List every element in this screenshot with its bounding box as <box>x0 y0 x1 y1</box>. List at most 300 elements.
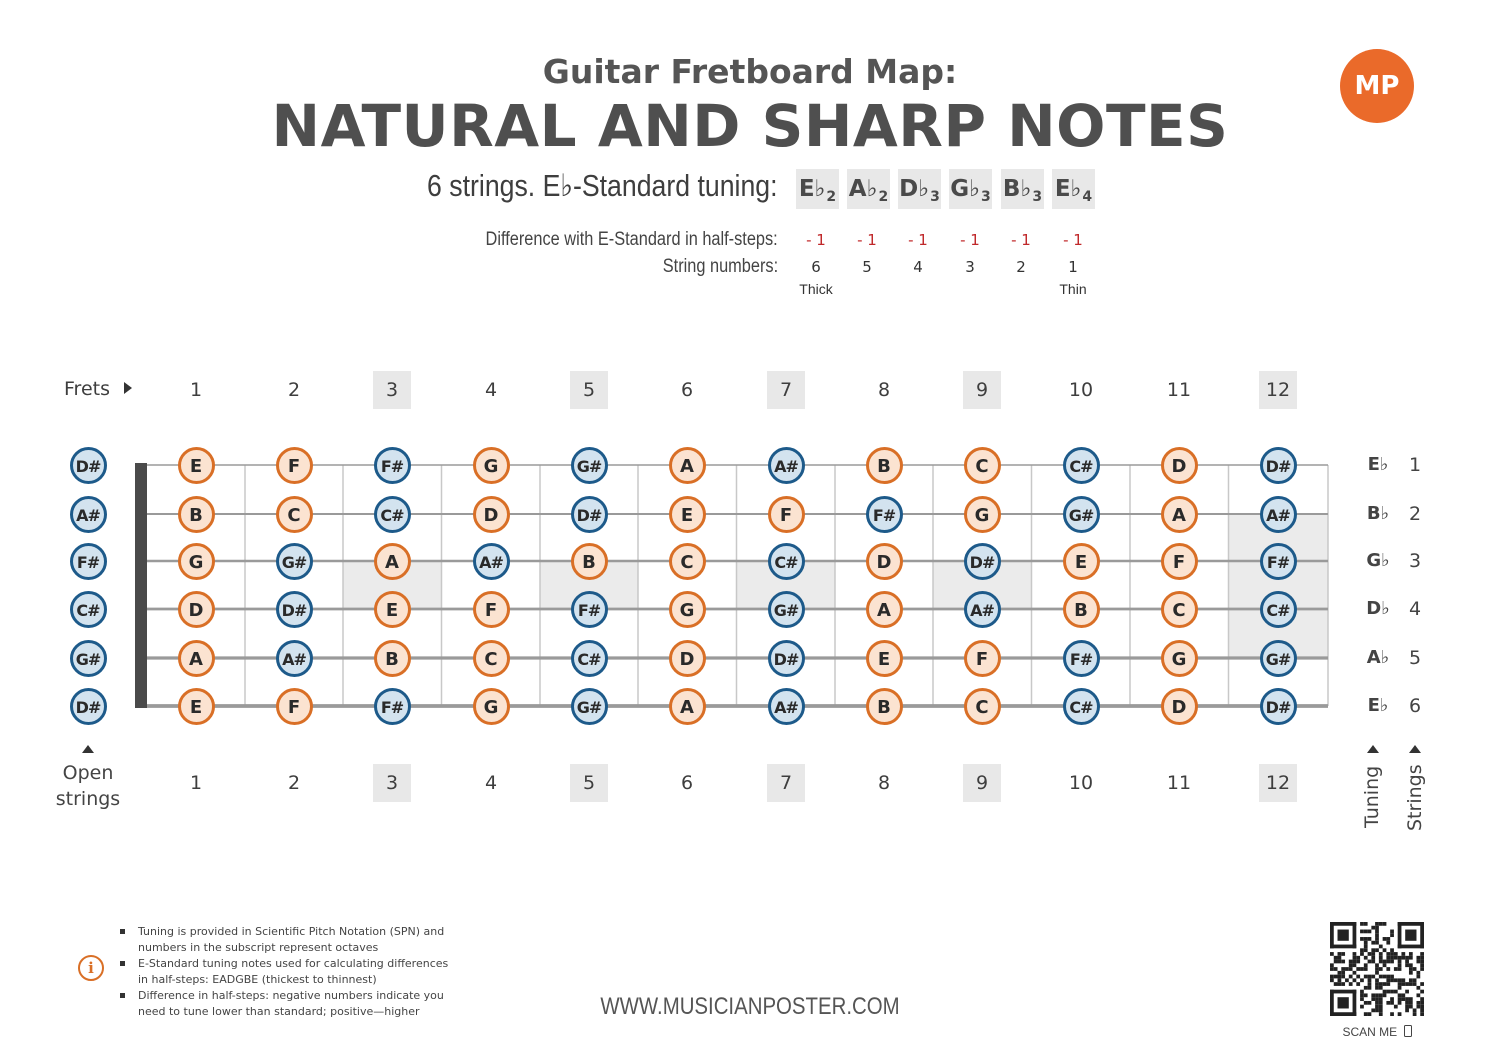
natural-note: F <box>964 640 1001 677</box>
qr-module <box>1383 948 1387 952</box>
fret-number: 12 <box>1259 764 1297 802</box>
qr-module <box>1360 978 1364 982</box>
string-tuning-label: G♭ <box>1366 550 1390 571</box>
sharp-note: C# <box>1260 591 1297 628</box>
string-number: 4 <box>913 258 923 276</box>
qr-module <box>1338 982 1342 986</box>
natural-note: G <box>1161 640 1198 677</box>
qr-module <box>1360 952 1364 956</box>
qr-module <box>1345 978 1349 982</box>
natural-note: A <box>866 591 903 628</box>
qr-module <box>1364 963 1368 967</box>
title-top: Guitar Fretboard Map: <box>542 52 958 91</box>
qr-module <box>1386 956 1390 960</box>
tuning-octave: 3 <box>930 189 940 205</box>
fret-number: 11 <box>1166 379 1192 401</box>
qr-module <box>1368 982 1372 986</box>
qr-module <box>1398 1001 1402 1005</box>
string-number: 1 <box>1068 258 1078 276</box>
qr-module <box>1375 986 1379 990</box>
tuning-label: 6 strings. E♭-Standard tuning: <box>427 168 778 203</box>
qr-module <box>1371 956 1375 960</box>
qr-module <box>1386 978 1390 982</box>
qr-module <box>1416 1005 1420 1009</box>
natural-note: F <box>276 688 313 725</box>
difference-value: - 1 <box>908 231 928 249</box>
qr-module <box>1338 971 1342 975</box>
qr-module <box>1334 967 1338 971</box>
fret-number: 5 <box>570 764 608 802</box>
qr-module <box>1349 967 1353 971</box>
qr-module <box>1334 975 1338 979</box>
qr-module <box>1413 967 1417 971</box>
qr-module <box>1345 967 1349 971</box>
thin-label: Thin <box>1059 281 1087 297</box>
qr-module <box>1383 963 1387 967</box>
difference-value: - 1 <box>1011 231 1031 249</box>
sharp-note: A# <box>768 447 805 484</box>
qr-module <box>1405 963 1409 967</box>
qr-module <box>1330 978 1334 982</box>
qr-module <box>1390 933 1394 937</box>
qr-module <box>1405 930 1416 941</box>
qr-module <box>1353 922 1357 948</box>
qr-module <box>1420 1005 1424 1009</box>
qr-module <box>1390 990 1394 994</box>
sharp-note: F# <box>571 591 608 628</box>
tuning-octave: 4 <box>1082 189 1093 205</box>
qr-module <box>1364 922 1368 926</box>
qr-module <box>1375 967 1379 971</box>
fret-number: 6 <box>680 772 694 794</box>
qr-module <box>1379 986 1383 990</box>
natural-note: D <box>1161 688 1198 725</box>
qr-module <box>1394 990 1398 994</box>
qr-module <box>1386 960 1390 964</box>
qr-module <box>1409 963 1413 967</box>
qr-module <box>1413 1012 1417 1016</box>
qr-module <box>1360 937 1364 941</box>
tuning-note: G♭ <box>950 176 980 202</box>
string-number: 3 <box>965 258 975 276</box>
qr-module <box>1398 993 1402 997</box>
qr-module <box>1371 941 1375 945</box>
natural-note: B <box>178 496 215 533</box>
sharp-note: C# <box>70 591 107 628</box>
qr-module <box>1409 1001 1413 1005</box>
string-number-label: 5 <box>1408 647 1422 669</box>
qr-module <box>1409 967 1413 971</box>
natural-note: G <box>178 543 215 580</box>
triangle-up-icon <box>1409 745 1421 753</box>
natural-note: E <box>1063 543 1100 580</box>
qr-module <box>1398 922 1402 948</box>
qr-module <box>1416 993 1420 997</box>
qr-module <box>1379 1012 1383 1016</box>
qr-module <box>1375 993 1379 997</box>
qr-module <box>1330 967 1334 971</box>
tuning-axis-label: Tuning <box>1361 765 1383 828</box>
natural-note: G <box>473 688 510 725</box>
qr-module <box>1394 978 1398 982</box>
info-icon: i <box>78 955 104 981</box>
qr-module <box>1341 952 1345 956</box>
fret-number: 12 <box>1259 371 1297 409</box>
natural-note: B <box>571 543 608 580</box>
natural-note: F <box>768 496 805 533</box>
sharp-note: C# <box>1063 447 1100 484</box>
qr-module <box>1398 978 1402 982</box>
natural-note: B <box>866 447 903 484</box>
qr-module <box>1394 952 1398 956</box>
sharp-note: D# <box>571 496 608 533</box>
qr-module <box>1405 982 1409 986</box>
qr-module <box>1349 982 1353 986</box>
qr-module <box>1390 948 1394 952</box>
fret-number: 6 <box>680 379 694 401</box>
sharp-note: G# <box>571 688 608 725</box>
sharp-note: G# <box>1260 640 1297 677</box>
sharp-note: F# <box>1063 640 1100 677</box>
qr-module <box>1416 971 1420 975</box>
qr-module <box>1360 967 1364 971</box>
qr-module <box>1409 952 1413 956</box>
footnote-item: Difference in half-steps: negative numbers indicate you need to tune lower than standard; positive—higher <box>120 988 460 1019</box>
qr-module <box>1379 956 1383 960</box>
natural-note: B <box>1063 591 1100 628</box>
qr-module <box>1398 956 1402 960</box>
qr-module <box>1398 922 1424 926</box>
string-number: 2 <box>1016 258 1026 276</box>
sharp-note: A# <box>1260 496 1297 533</box>
difference-value: - 1 <box>857 231 877 249</box>
natural-note: A <box>669 447 706 484</box>
website-link[interactable]: WWW.MUSICIANPOSTER.COM <box>600 993 900 1020</box>
qr-module <box>1379 960 1383 964</box>
natural-note: E <box>669 496 706 533</box>
natural-note: G <box>964 496 1001 533</box>
qr-module <box>1409 956 1413 960</box>
qr-module <box>1390 997 1394 1001</box>
natural-note: A <box>374 543 411 580</box>
natural-note: C <box>473 640 510 677</box>
qr-module <box>1360 997 1364 1001</box>
qr-module <box>1364 986 1368 990</box>
sharp-note: C# <box>768 543 805 580</box>
qr-module <box>1398 963 1402 967</box>
qr-module <box>1356 975 1360 979</box>
qr-module <box>1360 990 1364 994</box>
qr-module <box>1401 997 1405 1001</box>
natural-note: F <box>473 591 510 628</box>
difference-label: Difference with E-Standard in half-steps: <box>485 229 778 250</box>
fret-number: 11 <box>1166 772 1192 794</box>
qr-module <box>1368 937 1372 941</box>
natural-note: E <box>866 640 903 677</box>
qr-module <box>1398 960 1402 964</box>
qr-module <box>1356 982 1360 986</box>
qr-module <box>1386 967 1390 971</box>
qr-module <box>1375 978 1379 982</box>
qr-module <box>1330 952 1334 956</box>
qr-module <box>1386 990 1390 994</box>
difference-value: - 1 <box>1063 231 1083 249</box>
qr-module <box>1383 993 1387 997</box>
qr-module <box>1398 945 1424 949</box>
qr-module <box>1401 952 1405 956</box>
tuning-note: A♭ <box>848 176 878 202</box>
tuning-note: B♭ <box>1002 176 1032 202</box>
qr-module <box>1330 945 1356 949</box>
qr-module <box>1368 960 1372 964</box>
string-number-label: 4 <box>1408 598 1422 620</box>
qr-module <box>1368 1012 1372 1016</box>
natural-note: B <box>374 640 411 677</box>
qr-module <box>1356 967 1360 971</box>
qr-module <box>1341 960 1345 964</box>
qr-module <box>1420 956 1424 960</box>
qr-module <box>1386 952 1390 956</box>
qr-module <box>1353 960 1357 964</box>
natural-note: D <box>669 640 706 677</box>
sharp-note: G# <box>768 591 805 628</box>
qr-module <box>1398 986 1402 990</box>
qr-module <box>1371 993 1375 997</box>
qr-module <box>1390 952 1394 956</box>
qr-module <box>1368 978 1372 982</box>
qr-module <box>1349 975 1353 979</box>
fret-number: 9 <box>963 764 1001 802</box>
qr-module <box>1330 975 1334 979</box>
qr-module <box>1349 963 1353 967</box>
qr-module <box>1420 1008 1424 1012</box>
qr-module <box>1409 982 1413 986</box>
qr-module <box>1390 956 1394 960</box>
qr-module <box>1401 978 1405 982</box>
qr-module <box>1405 997 1409 1001</box>
qr-module <box>1364 967 1368 971</box>
fret-number: 10 <box>1068 379 1094 401</box>
natural-note: D <box>1161 447 1198 484</box>
natural-note: G <box>669 591 706 628</box>
qr-module <box>1405 990 1409 994</box>
qr-module <box>1413 978 1417 982</box>
qr-module <box>1398 982 1402 986</box>
natural-note: D <box>473 496 510 533</box>
sharp-note: D# <box>768 640 805 677</box>
sharp-note: F# <box>70 543 107 580</box>
qr-module <box>1360 1005 1364 1009</box>
qr-module <box>1364 1012 1368 1016</box>
qr-module <box>1420 922 1424 948</box>
sharp-note: A# <box>276 640 313 677</box>
tuning-note: E♭ <box>798 176 826 202</box>
qr-module <box>1383 960 1387 964</box>
fret-marker-inlay <box>1229 514 1329 658</box>
qr-module <box>1368 952 1372 956</box>
sharp-note: C# <box>571 640 608 677</box>
triangle-up-icon <box>82 745 94 753</box>
qr-module <box>1360 993 1364 997</box>
qr-module <box>1375 963 1379 967</box>
qr-module <box>1420 982 1424 986</box>
qr-module <box>1368 1001 1372 1005</box>
qr-module <box>1420 952 1424 956</box>
qr-module <box>1368 975 1372 979</box>
qr-module <box>1375 1005 1379 1009</box>
qr-module <box>1379 1005 1383 1009</box>
qr-module <box>1334 960 1338 964</box>
qr-module <box>1338 956 1342 960</box>
qr-module <box>1386 975 1390 979</box>
natural-note: E <box>178 688 215 725</box>
brand-logo[interactable]: MP <box>1340 49 1414 123</box>
qr-module <box>1375 933 1379 937</box>
qr-module <box>1398 997 1402 1001</box>
sharp-note: G# <box>571 447 608 484</box>
natural-note: B <box>866 688 903 725</box>
qr-module <box>1375 948 1379 952</box>
natural-note: F <box>1161 543 1198 580</box>
qr-module <box>1401 993 1405 997</box>
qr-module <box>1360 948 1364 952</box>
fret-number: 7 <box>767 764 805 802</box>
qr-module <box>1379 982 1383 986</box>
footnote-item: Tuning is provided in Scientific Pitch Notation (SPN) and numbers in the subscript represent octaves <box>120 924 460 955</box>
natural-note: E <box>374 591 411 628</box>
natural-note: C <box>276 496 313 533</box>
string-tuning-label: B♭ <box>1366 503 1390 524</box>
sharp-note: F# <box>374 447 411 484</box>
string-number-label: 3 <box>1408 550 1422 572</box>
qr-module <box>1330 1012 1356 1016</box>
natural-note: E <box>178 447 215 484</box>
qr-module <box>1371 952 1375 956</box>
qr-module <box>1386 1001 1390 1005</box>
fret-number: 9 <box>963 371 1001 409</box>
fret-number: 8 <box>877 379 891 401</box>
qr-module <box>1398 1012 1402 1016</box>
fret-number: 2 <box>287 772 301 794</box>
qr-module <box>1364 975 1368 979</box>
qr-module <box>1379 975 1383 979</box>
qr-module <box>1390 930 1394 934</box>
sharp-note: D# <box>276 591 313 628</box>
qr-module <box>1405 956 1409 960</box>
qr-module <box>1379 952 1383 956</box>
natural-note: C <box>669 543 706 580</box>
page-title: NATURAL AND SHARP NOTES <box>271 92 1229 160</box>
qr-module <box>1394 1005 1398 1009</box>
qr-module <box>1383 975 1387 979</box>
string-number: 6 <box>811 258 821 276</box>
string-tuning-label: A♭ <box>1366 647 1390 668</box>
tuning-note: D♭ <box>899 176 930 202</box>
fret-number: 1 <box>189 379 203 401</box>
qr-module <box>1416 975 1420 979</box>
qr-module <box>1338 960 1342 964</box>
qr-code[interactable] <box>1330 922 1424 1016</box>
qr-module <box>1371 975 1375 979</box>
qr-module <box>1368 930 1372 934</box>
qr-module <box>1341 967 1345 971</box>
difference-value: - 1 <box>960 231 980 249</box>
qr-module <box>1360 930 1364 934</box>
sharp-note: G# <box>1063 496 1100 533</box>
qr-module <box>1330 963 1334 967</box>
sharp-note: F# <box>374 688 411 725</box>
qr-module <box>1390 1001 1394 1005</box>
qr-module <box>1364 937 1368 941</box>
qr-module <box>1383 990 1387 994</box>
fret-number: 2 <box>287 379 301 401</box>
sharp-note: A# <box>70 496 107 533</box>
qr-module <box>1375 941 1379 945</box>
sharp-note: A# <box>964 591 1001 628</box>
open-strings-label: Open strings <box>55 762 121 810</box>
qr-module <box>1353 971 1357 975</box>
qr-module <box>1338 975 1342 979</box>
qr-module <box>1379 1001 1383 1005</box>
thick-label: Thick <box>799 281 833 297</box>
qr-module <box>1334 982 1338 986</box>
string-number-label: 1 <box>1408 454 1422 476</box>
qr-module <box>1420 1012 1424 1016</box>
qr-module <box>1375 930 1379 934</box>
qr-module <box>1401 982 1405 986</box>
qr-module <box>1330 922 1356 926</box>
qr-module <box>1416 956 1420 960</box>
string-number-label: 2 <box>1408 503 1422 525</box>
qr-module <box>1413 1008 1417 1012</box>
triangle-up-icon <box>1367 745 1379 753</box>
fret-number: 4 <box>484 772 498 794</box>
qr-module <box>1383 922 1387 926</box>
qr-module <box>1398 967 1402 971</box>
qr-module <box>1338 978 1342 982</box>
qr-module <box>1390 978 1394 982</box>
qr-module <box>1338 997 1349 1008</box>
string-tuning-label: E♭ <box>1367 454 1389 475</box>
natural-note: A <box>1161 496 1198 533</box>
qr-module <box>1416 986 1420 990</box>
tuning-octave: 3 <box>980 189 991 205</box>
string-number-label: 6 <box>1408 695 1422 717</box>
qr-module <box>1379 1008 1383 1012</box>
qr-module <box>1379 922 1383 926</box>
qr-module <box>1375 997 1379 1001</box>
sharp-note: D# <box>70 688 107 725</box>
tuning-octave: 2 <box>826 189 837 205</box>
qr-module <box>1353 952 1357 956</box>
qr-module <box>1330 922 1334 948</box>
qr-module <box>1420 990 1424 994</box>
qr-module <box>1341 982 1345 986</box>
strings-axis-label: Strings <box>1404 764 1426 831</box>
sharp-note: F# <box>1260 543 1297 580</box>
fret-number: 1 <box>189 772 203 794</box>
qr-module <box>1371 926 1375 930</box>
qr-module <box>1416 960 1420 964</box>
sharp-note: C# <box>374 496 411 533</box>
qr-module <box>1364 993 1368 997</box>
nut <box>135 463 147 708</box>
fret-number: 7 <box>767 371 805 409</box>
qr-module <box>1420 967 1424 971</box>
string-number: 5 <box>862 258 872 276</box>
natural-note: F <box>276 447 313 484</box>
fret-number: 5 <box>570 371 608 409</box>
